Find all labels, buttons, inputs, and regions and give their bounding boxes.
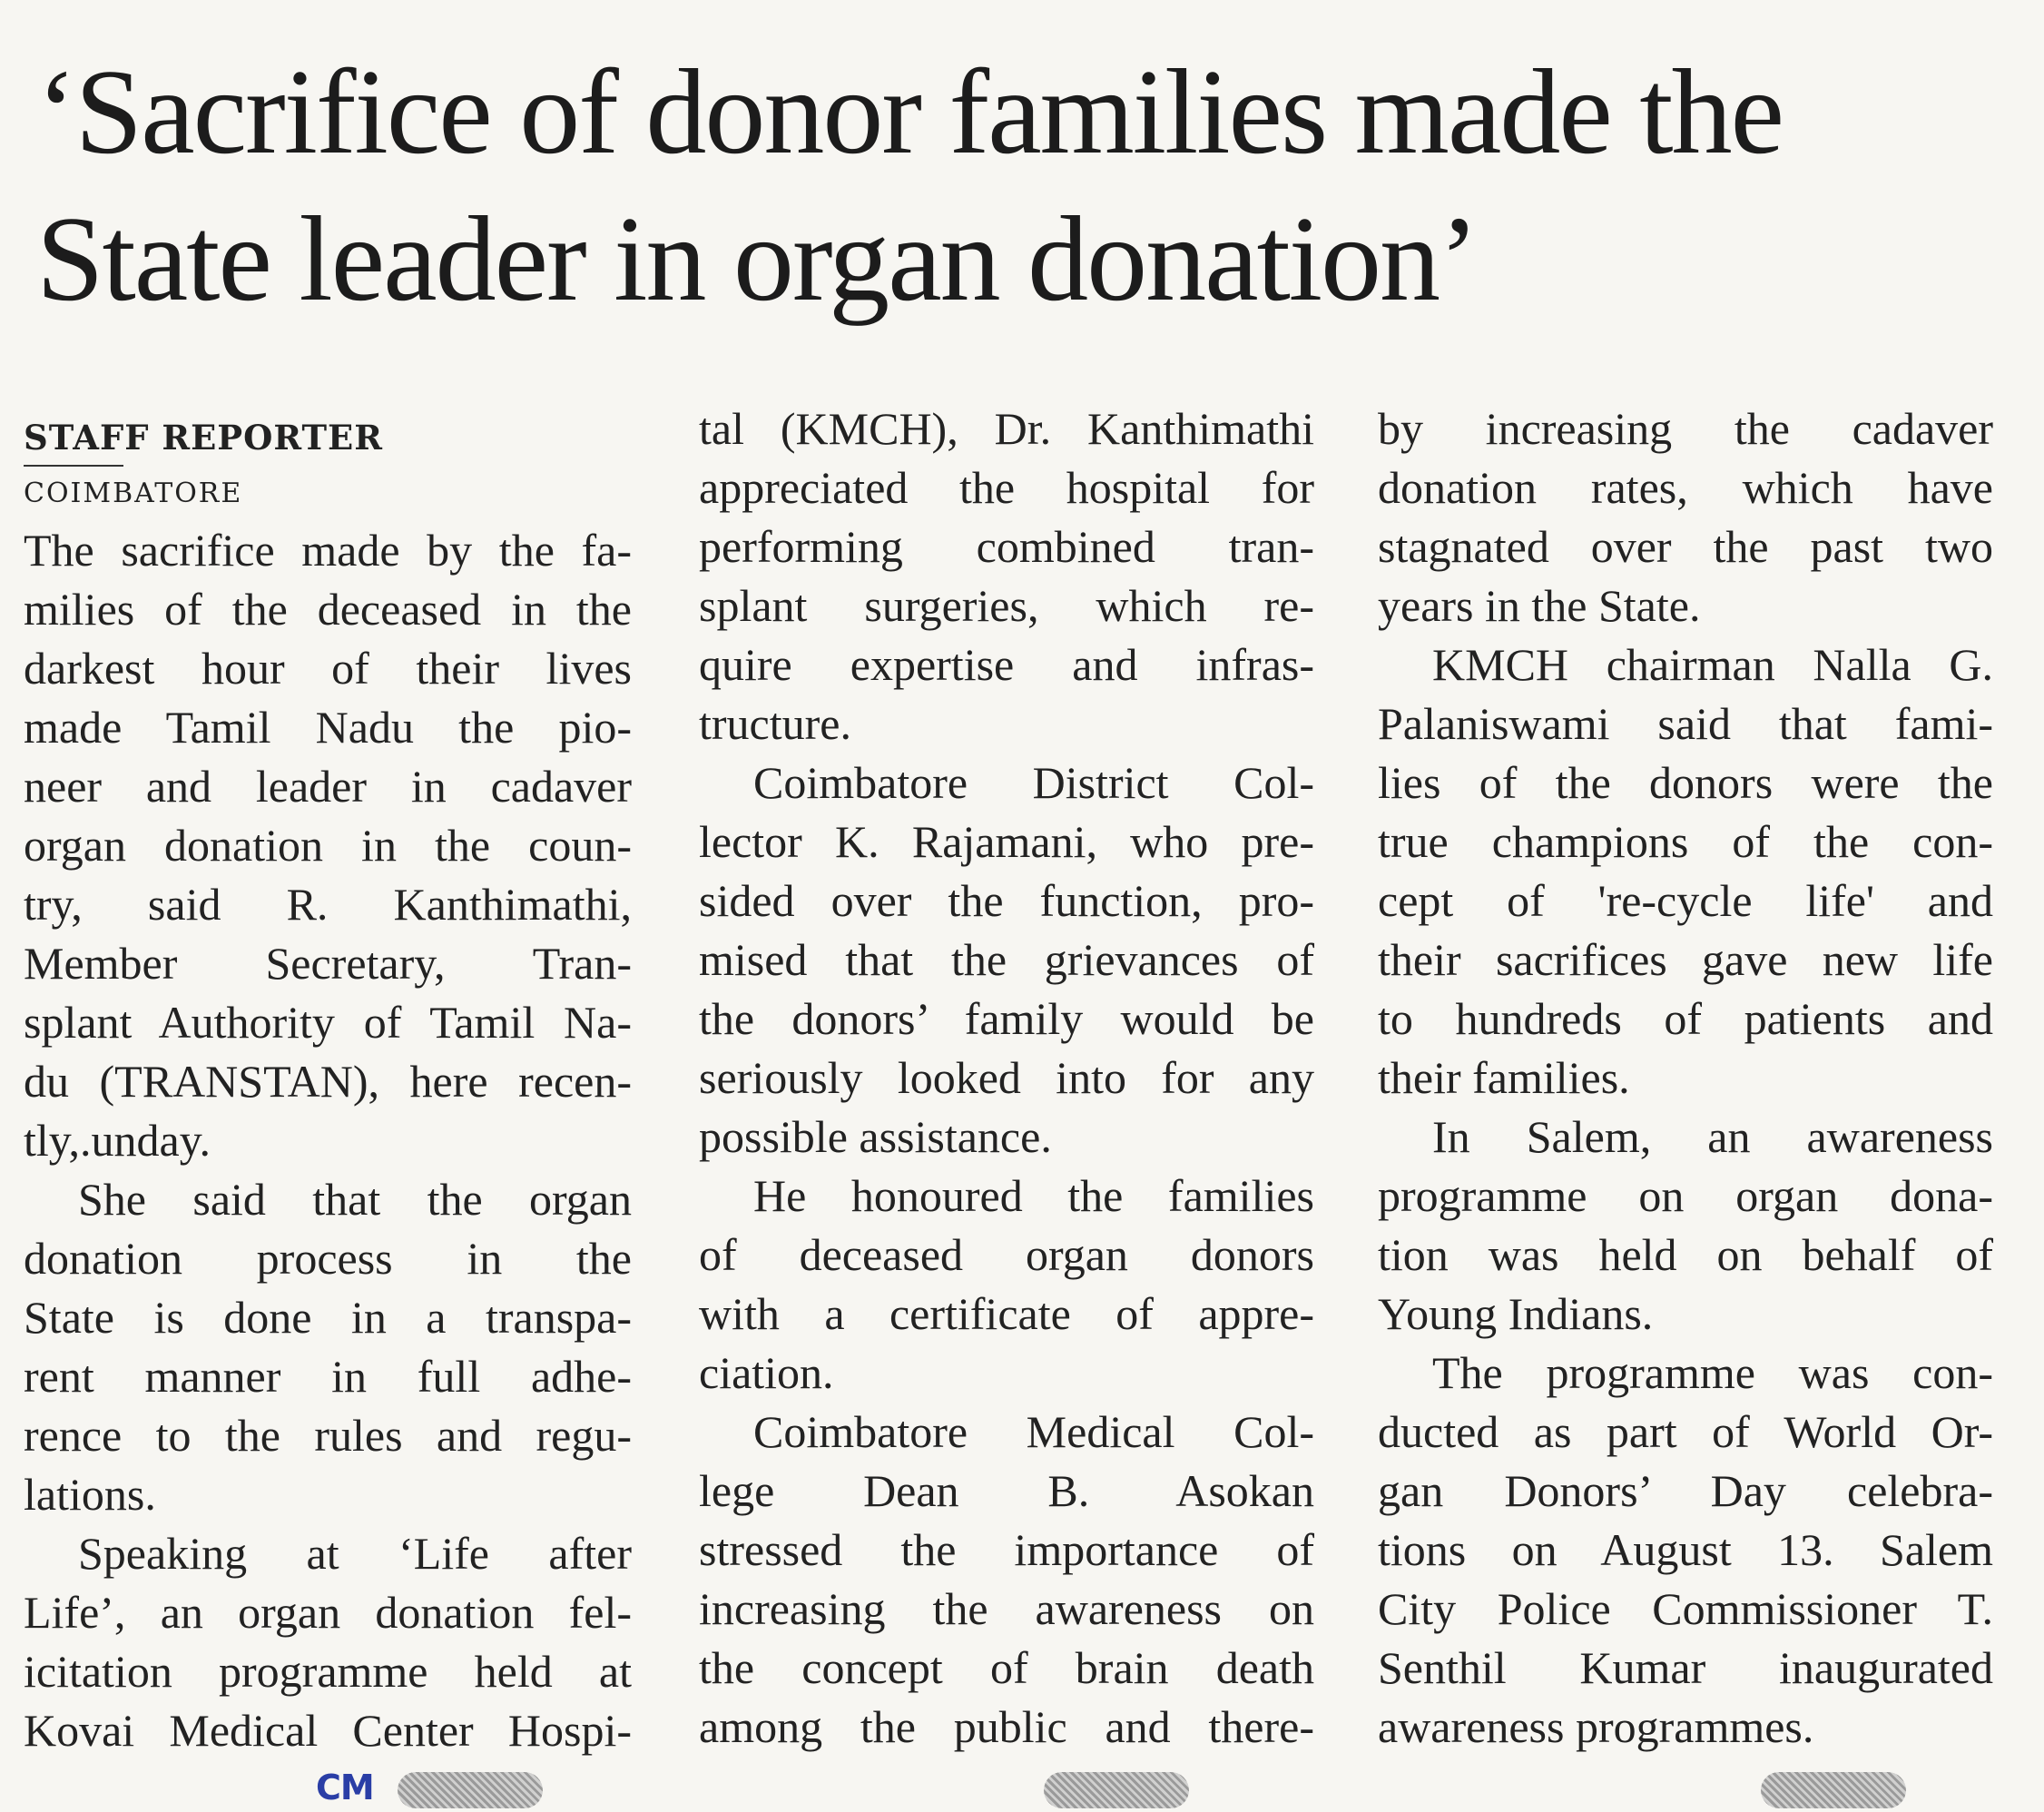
text-line: performing combined tran- [699,521,1314,572]
text-line: true champions of the con- [1378,816,1993,867]
text-line: Life’, an organ donation fel- [24,1587,632,1638]
text-line: cept of 're-cycle life' and [1378,875,1993,926]
text-line: Senthil Kumar inaugurated [1378,1642,1993,1693]
text-line: organ donation in the coun- [24,820,632,871]
text-line: Young Indians. [1378,1288,1654,1339]
text-line: ciation. [699,1347,834,1398]
text-line: gan Donors’ Day celebra- [1378,1465,1993,1516]
text-line: Speaking at ‘Life after [78,1528,632,1579]
text-line: The sacrifice made by the fa- [24,525,632,576]
dateline-location: COIMBATORE [24,478,243,509]
byline-block [24,416,632,514]
text-line: with a certificate of appre- [699,1288,1314,1339]
text-line: the donors’ family would be [699,993,1314,1044]
text-line: Palaniswami said that fami- [1378,698,1993,749]
text-line: tions on August 13. Salem [1378,1524,1993,1575]
text-line: lations. [24,1469,156,1520]
text-line: of deceased organ donors [699,1229,1314,1280]
text-line: the concept of brain death [699,1642,1314,1693]
text-line: lege Dean B. Asokan [699,1465,1314,1516]
text-line: She said that the organ [78,1174,632,1225]
text-line: donation process in the [24,1233,632,1284]
text-line: Coimbatore District Col- [753,757,1314,808]
headline-line-2: State leader in organ donation’ [36,192,1478,326]
text-line: donation rates, which have [1378,462,1993,513]
text-line: icitation programme held at [24,1646,632,1697]
text-line: The programme was con- [1432,1347,1993,1398]
article-column-3 [1378,399,1993,1757]
column-1-text [24,521,632,1760]
text-line: tal (KMCH), Dr. Kanthimathi [699,403,1314,454]
text-line: State is done in a transpa- [24,1292,632,1343]
text-line: splant Authority of Tamil Na- [24,997,632,1048]
text-line: appreciated the hospital for [699,462,1314,513]
article-column-2 [699,399,1314,1757]
text-line: ducted as part of World Or- [1378,1406,1993,1457]
text-line: KMCH chairman Nalla G. [1432,639,1993,690]
text-line: rent manner in full adhe- [24,1351,632,1402]
text-line: their sacrifices gave new life [1378,934,1993,985]
text-line: sided over the function, pro- [699,875,1314,926]
text-line: tion was held on behalf of [1378,1229,1993,1280]
text-line: increasing the awareness on [699,1583,1314,1634]
text-line: mised that the grievances of [699,934,1314,985]
headline [36,38,1988,332]
text-line: to hundreds of patients and [1378,993,1993,1044]
text-line: quire expertise and infras- [699,639,1314,690]
text-line: Member Secretary, Tran- [24,938,632,989]
text-line: lector K. Rajamani, who pre- [699,816,1314,867]
text-line: among the public and there- [699,1701,1314,1752]
article-column-1 [24,399,632,1760]
text-line: possible assistance. [699,1111,1052,1162]
print-registration-marks [0,1767,2044,1812]
text-line: City Police Commissioner T. [1378,1583,1993,1634]
text-line: by increasing the cadaver [1378,403,1993,454]
text-line: He honoured the families [753,1170,1314,1221]
text-line: rence to the rules and regu- [24,1410,632,1461]
registration-bar [1761,1772,1906,1808]
headline-line-1: ‘Sacrifice of donor families made the [36,44,1784,179]
text-line: splant surgeries, which re- [699,580,1314,631]
text-line: lies of the donors were the [1378,757,1993,808]
text-line: their families. [1378,1052,1630,1103]
text-line: tructure. [699,698,851,749]
text-line: seriously looked into for any [699,1052,1314,1103]
byline-reporter: STAFF REPORTER [24,416,123,467]
text-line: milies of the deceased in the [24,584,632,635]
registration-bar [398,1772,543,1808]
text-line: try, said R. Kanthimathi, [24,879,632,930]
text-line: awareness programmes. [1378,1701,1814,1752]
text-line: Kovai Medical Center Hospi- [24,1705,632,1756]
text-line: programme on organ dona- [1378,1170,1993,1221]
text-line: stagnated over the past two [1378,521,1993,572]
text-line: neer and leader in cadaver [24,761,632,812]
text-line: In Salem, an awareness [1432,1111,1993,1162]
cm-print-mark: CM [316,1768,374,1807]
text-line: tly,.unday. [24,1115,211,1166]
registration-bar [1044,1772,1189,1808]
text-line: Coimbatore Medical Col- [753,1406,1314,1457]
text-line: stressed the importance of [699,1524,1314,1575]
text-line: du (TRANSTAN), here recen- [24,1056,632,1107]
text-line: darkest hour of their lives [24,643,632,694]
text-line: years in the State. [1378,580,1701,631]
text-line: made Tamil Nadu the pio- [24,702,632,753]
